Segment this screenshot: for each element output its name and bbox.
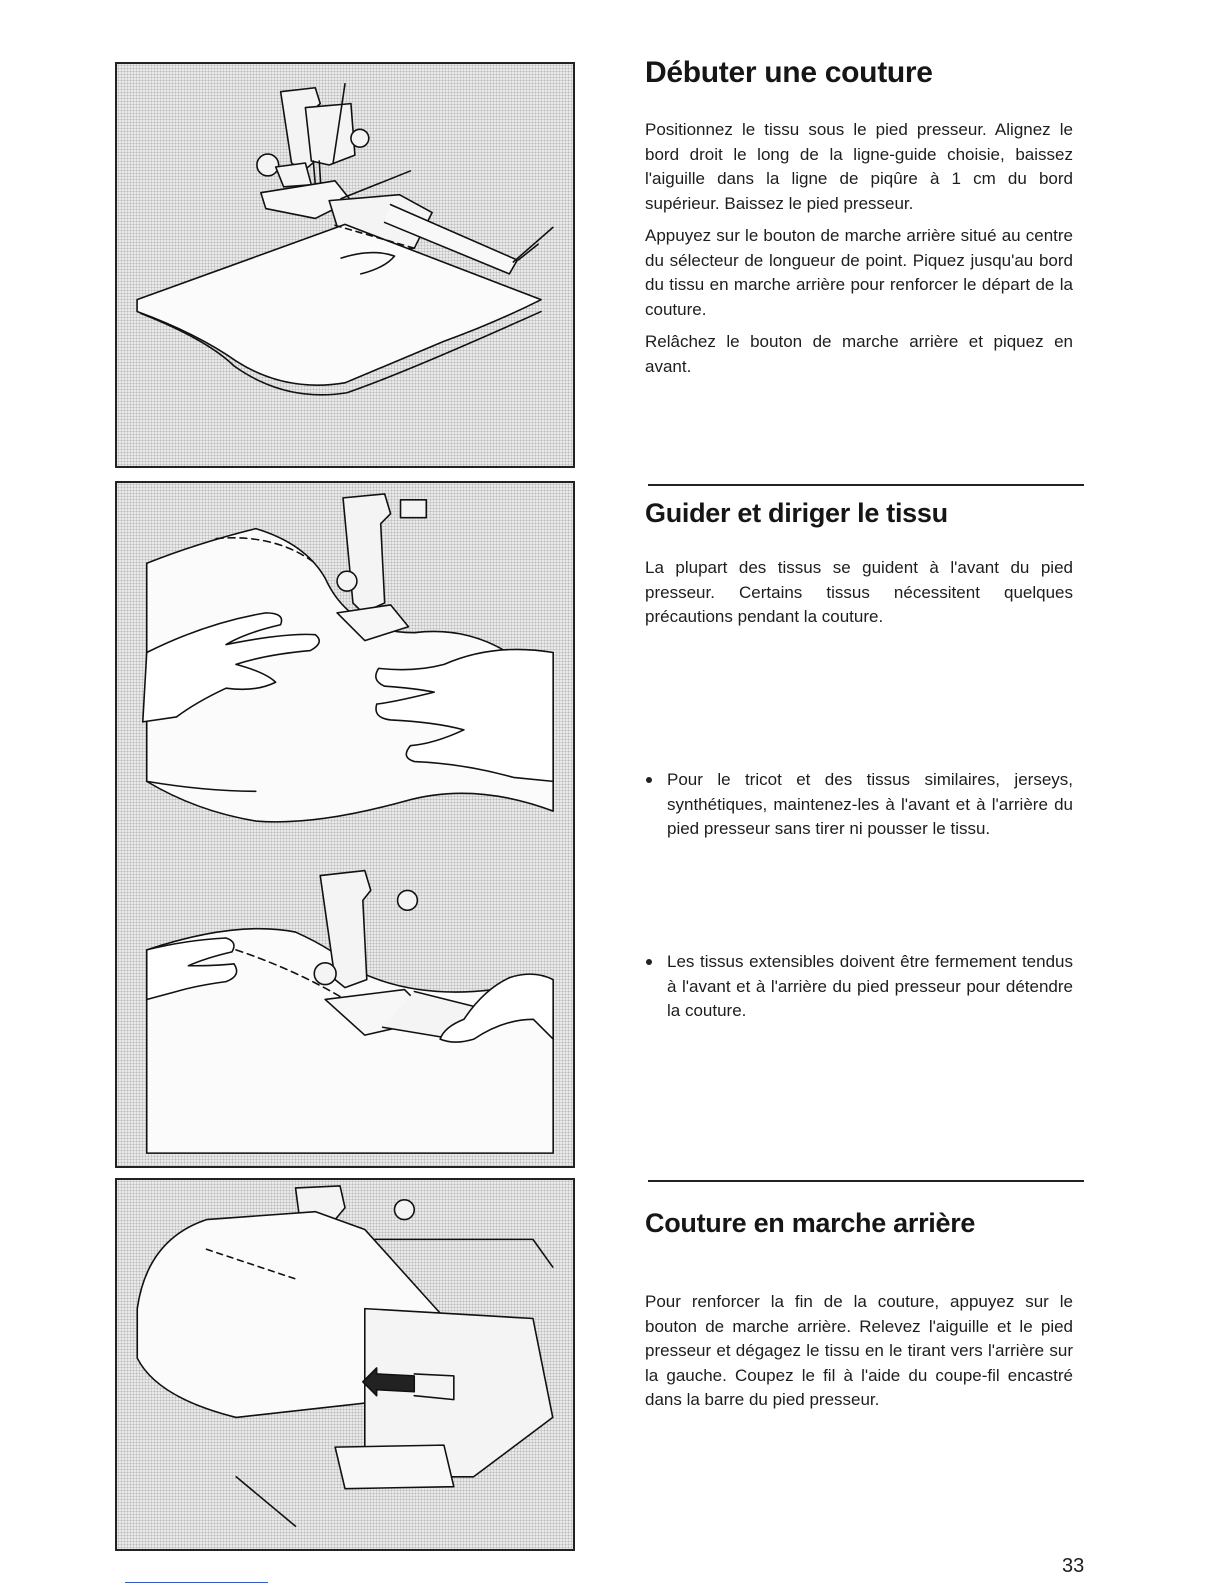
section-guide-fabric xyxy=(645,498,1073,529)
paragraph: Relâchez le bouton de marche arrière et piquez en avant. xyxy=(645,332,1073,376)
bullet-text: Les tissus extensibles doivent être fermement tendus à l'avant et à l'arrière du pied presseur pour détendre la couture. xyxy=(667,952,1073,1020)
title-start-seam: Débuter une couture xyxy=(645,56,933,89)
sewing-foot-fabric-drawing xyxy=(117,64,573,466)
title-guide-fabric: Guider et diriger le tissu xyxy=(645,498,948,528)
bullet-item xyxy=(645,768,1073,842)
section-reverse-seam-text xyxy=(645,1290,1073,1413)
bullet-icon xyxy=(646,959,652,965)
reverse-sewing-drawing xyxy=(117,1180,573,1549)
page-number: 33 xyxy=(1062,1555,1085,1577)
paragraph: Pour renforcer la fin de la couture, appuyez sur le bouton de marche arrière. Relevez l'aiguille et le pied presseur et dégagez le tissu en le tirant vers l'arrière sur la gauche. Coupez le fil à l'aide du coupe-fil encastré dans la barre du pied presseur. xyxy=(645,1292,1073,1409)
section-start-seam xyxy=(645,56,1073,90)
paragraph: Positionnez le tissu sous le pied presseur. Alignez le bord droit le long de la ligne-guide choisie, baissez l'aiguille dans la ligne de piqûre à 1 cm du bord supérieur. Baissez le pied presseur. xyxy=(645,120,1073,213)
section-start-seam-text xyxy=(645,118,1073,379)
title-reverse-seam: Couture en marche arrière xyxy=(645,1208,976,1238)
bottom-rule xyxy=(125,1582,268,1583)
bullet-item xyxy=(645,950,1073,1024)
bullet-text: Pour le tricot et des tissus similaires, jerseys, synthétiques, maintenez-les à l'avant et à l'arrière du pied presseur sans tirer ni pousser le tissu. xyxy=(667,770,1073,838)
section-guide-fabric-text xyxy=(645,556,1073,630)
paragraph: La plupart des tissus se guident à l'avant du pied presseur. Certains tissus nécessitent quelques précautions pendant la couture. xyxy=(645,558,1073,626)
illustration-reverse-seam xyxy=(115,1178,575,1551)
hands-guiding-fabric-drawing xyxy=(117,483,573,1166)
divider xyxy=(648,484,1084,486)
section-reverse-seam xyxy=(645,1208,1073,1239)
bullet-icon xyxy=(646,777,652,783)
illustration-guide-fabric xyxy=(115,481,575,1168)
divider xyxy=(648,1180,1084,1182)
paragraph: Appuyez sur le bouton de marche arrière situé au centre du sélecteur de longueur de point. Piquez jusqu'au bord du tissu en marche arrière pour renforcer le départ de la couture. xyxy=(645,226,1073,319)
illustration-start-seam xyxy=(115,62,575,468)
